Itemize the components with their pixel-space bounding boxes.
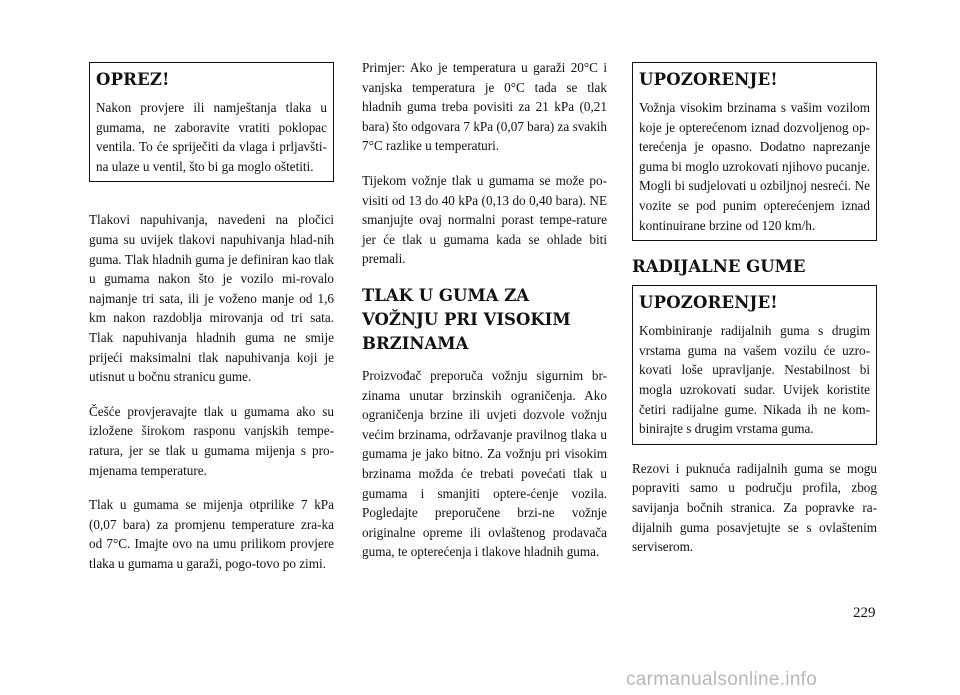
caution-title: OPREZ!: [96, 70, 170, 89]
page-number: 229: [853, 605, 876, 621]
warning-text-radial: Kombiniranje radijalnih guma s drugim vrstama guma na vašem vozilu će uzro-kovati loše upravljanje. Nestabilnost bi mogla uzrokovati sudar. Uvijek koristite četiri radijalne gume. Nikada ih ne kom-binirajte s drugim vrstama guma.: [639, 323, 870, 437]
column-left: [89, 62, 334, 588]
paragraph-radial-repair: Rezovi i puknuća radijalnih guma se mogu popraviti samo u području profila, zbog savijanja bočnih stranica. Za popravke ra-dijalnih guma posavjetujte se s ovlaštenim serviserom.: [632, 460, 877, 555]
warning-text-overload: Vožnja visokim brzinama s vašim vozilom koje je opterećenom iznad dozvoljenog op-terećenja je opasno. Dodatno naprezanje guma bi moglo uzrokovati njihovo pucanje. Mogli bi sudjelovati u ozbiljnoj nesreći. Ne vozite se pod punim opterećenjem iznad kontinuirane brzine od 120 km/h.: [639, 100, 870, 233]
paragraph-driving-pressure-rise: Tijekom vožnje tlak u gumama se može po-visiti od 13 do 40 kPa (0,13 do 0,40 bara). NE smanjujte ovaj normalni porast tempe-rature jer će tlak u gumama kada se ohlade biti premali.: [362, 172, 607, 267]
warning-box-overload: [632, 62, 877, 241]
paragraph-example: Primjer: Ako je temperatura u garaži 20°C i vanjska temperatura je 0°C tada se tlak hladnih guma treba povisiti za 21 kPa (0,21 bara) što odgovara 7 kPa (0,07 bara) za svakih 7°C razlike u temperaturi.: [362, 60, 607, 154]
paragraph-high-speed: Proizvođač preporuča vožnju sigurnim br-zinama unutar brzinskih ograničenja. Ako ograničenja brzine ili uvjeti dozvole vožnju većim brzinama, održavanje pravilnog tlaka u gumama je jako bitno. Za vožnju pri visokim brzinama možda će trebati povećati tlak u gumama i smanjiti optere-ćenje vozila. Pogledajte preporučene brzi-ne vožnje originalne opreme ili ovlaštenog prodavača guma, te opterećenja i tlakove hladnih guma.: [362, 367, 607, 560]
warning-box-radial: [632, 285, 877, 445]
caution-box: [89, 62, 334, 182]
warning-title-overload: UPOZORENJE!: [639, 70, 778, 89]
paragraph-temperature-change: Tlak u gumama se mijenja otprilike 7 kPa (0,07 bara) za promjenu temperature zra-ka od 7°C. Imajte ovo na umu prilikom provjere tlaka u gumama u garaži, pogo-tovo po zimi.: [89, 497, 334, 571]
column-right: [632, 62, 877, 572]
section-heading-high-speed: TLAK U GUMA ZA VOŽNJU PRI VISOKIM BRZINAMA: [362, 285, 571, 353]
paragraph-cold-tire-pressure: Tlakovi napuhivanja, navedeni na pločici guma su uvijek tlakovi napuhivanja hlad-nih guma. Tlak hladnih guma je definiran kao tlak u gumama nakon što je vozilo mi-rovalo najmanje tri sata, ili je voženo manje od 1,6 km nakon razdoblja mirovanja od tri sata. Tlak napuhivanja hladnih guma ne smije prijeći maksimalni tlak napuhivanja koji je utisnut u bočnu stranicu gume.: [89, 212, 334, 385]
paragraph-check-frequently: Češće provjeravajte tlak u gumama ako su izložene širokom rasponu vanjskih tempe-ratura, jer se tlak u gumama mijenja s pro-mjenama temperature.: [89, 403, 334, 478]
section-heading-radial-tires: RADIJALNE GUME: [632, 257, 806, 277]
warning-title-radial: UPOZORENJE!: [639, 293, 778, 313]
column-middle: [362, 62, 607, 577]
caution-text: Nakon provjere ili namještanja tlaka u gumama, ne zaboravite vratiti poklopac ventila. To će spriječiti da vlaga i prljavšti-na ulaze u ventil, što bi ga moglo oštetiti.: [96, 100, 327, 174]
watermark: carmanualsonline.info: [626, 669, 818, 690]
